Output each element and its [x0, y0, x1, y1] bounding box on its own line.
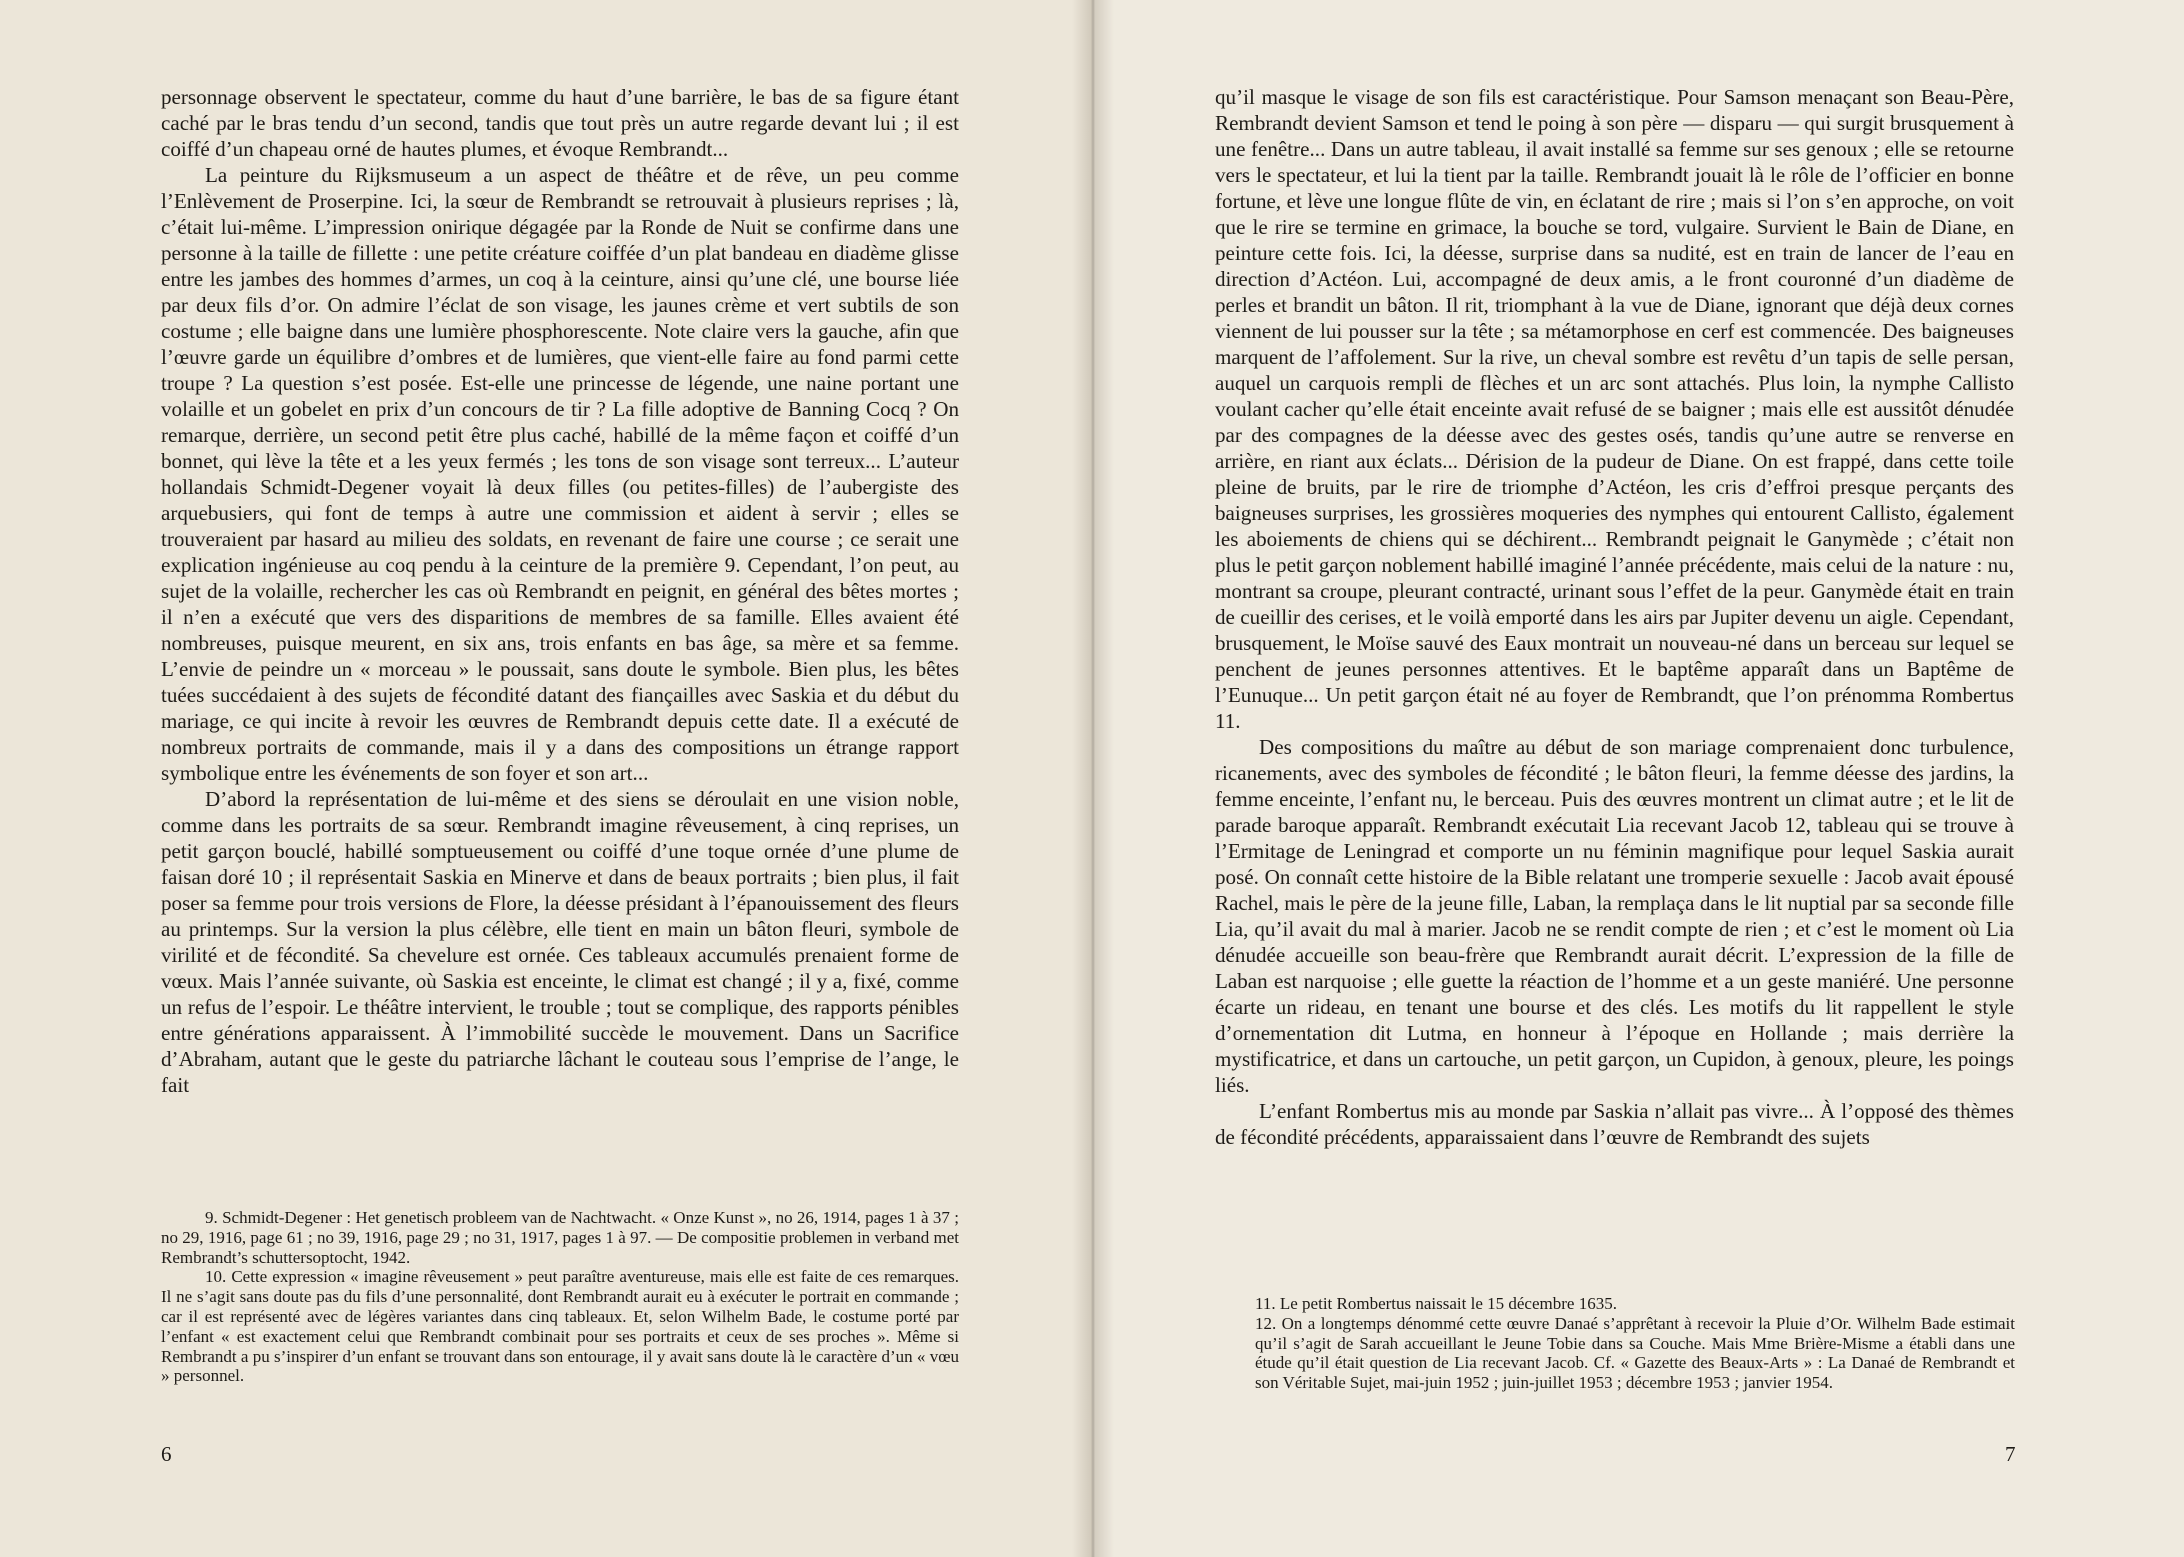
right-paragraph-3: L’enfant Rombertus mis au monde par Saskia n’allait pas vivre... À l’opposé des thèmes de fécondité précédents, apparaissaient dans l’œuvre de Rembrandt des sujets — [1215, 1099, 2014, 1149]
left-paragraph-2: La peinture du Rijksmuseum a un aspect de théâtre et de rêve, un peu comme l’Enlèvement de Proserpine. Ici, la sœur de Rembrandt se retrouvait à plusieurs reprises ; là, c’était lui-même. L’impression onirique dégagée par la Ronde de Nuit se confirme dans une personne à la taille de fillette : une petite créature coiffée d’un plat bandeau en diadème glisse entre les jambes des hommes d’armes, un coq à la ceinture, ainsi qu’une clé, une bourse liée par deux fils d’or. On admire l’éclat de son visage, les jaunes crème et vert subtils de son costume ; elle baigne dans une lumière phosphorescente. Note claire vers la gauche, afin que l’œuvre garde un équilibre d’ombres et de lumières, que vient-elle faire au fond parmi cette troupe ? La question s’est posée. Est-elle une princesse de légende, une naine portant une volaille et un gobelet en prix d’un concours de tir ? La fille adoptive de Banning Cocq ? On remarque, derrière, un second petit être plus caché, habillé de la même façon et coiffé d’un bonnet, qui lève la tête et a les yeux fermés ; les tons de son visage sont terreux... L’auteur hollandais Schmidt-Degener voyait là deux filles (ou petites-filles) de l’aubergiste des arquebusiers, qui font de temps à autre une commission et aident à servir ; elles se trouveraient par hasard au milieu des soldats, en revenant de faire une course ; ce serait une explication ingénieuse au coq pendu à la ceinture de la première 9. Cependant, l’on peut, au sujet de la volaille, rechercher les cas où Rembrandt en peignit, en général des bêtes mortes ; il n’en a exécuté que vers des disparitions de membres de sa famille. Elles avaient été nombreuses, puisque meurent, en six ans, trois enfants en bas âge, sa mère et sa femme. L’envie de peindre un « morceau » le poussait, sans doute le symbole. Bien plus, les bêtes tuées succédaient à des sujets de fécondité datant des fiançailles avec Saskia et du début du mariage, ce qui incite à revoir les œuvres de Rembrandt depuis cette date. Il a exécuté de nombreux portraits de commande, mais il y a dans des compositions un étrange rapport symbolique entre les événements de son foyer et son art... — [161, 163, 959, 785]
left-paragraph-1: personnage observent le spectateur, comme du haut d’une barrière, le bas de sa figure étant caché par le bras tendu d’un second, tandis que tout près un autre regarde devant lui ; il est coiffé d’un chapeau orné de hautes plumes, et évoque Rembrandt... — [161, 85, 959, 161]
footnote-10: 10. Cette expression « imagine rêveusement » peut paraître aventureuse, mais elle est faite de ces remarques. Il ne s’agit sans doute pas du fils d’une personnalité, dont Rembrandt aurait eu à exécuter le portrait en commande ; car il est représenté avec de légères variantes dans cinq tableaux. Et, selon Wilhelm Bade, le costume porté par l’enfant « est exactement celui que Rembrandt combinait pour ses portraits et ceux de ses proches ». Même si Rembrandt a pu s’inspirer d’un enfant se trouvant dans son entourage, il y avait sans doute là le caractère d’un « vœu » personnel. — [161, 1267, 959, 1386]
right-paragraph-1: qu’il masque le visage de son fils est caractéristique. Pour Samson menaçant son Beau-Père, Rembrandt devient Samson et tend le poing à son père — disparu — qui surgit brusquement à une fenêtre... Dans un autre tableau, il avait installé sa femme sur ses genoux ; elle se retourne vers le spectateur, et lui la tient par la taille. Rembrandt jouait là le rôle de l’officier en bonne fortune, et lève une longue flûte de vin, en éclatant de rire ; mais si l’on s’en approche, on voit que le rire se termine en grimace, la bouche se tord, vulgaire. Survient le Bain de Diane, en peinture cette fois. Ici, la déesse, surprise dans sa nudité, est en train de lancer de l’eau en direction d’Actéon. Lui, accompagné de deux amis, a le front couronné d’un diadème de perles et brandit un bâton. Il rit, triomphant à la vue de Diane, ignorant que déjà deux cornes viennent de lui pousser sur la tête ; sa métamorphose en cerf est commencée. Des baigneuses marquent de l’affolement. Sur la rive, un cheval sombre est revêtu d’un tapis de selle persan, auquel un carquois rempli de flèches et un arc sont attachés. Plus loin, la nymphe Callisto voulant cacher qu’elle était enceinte avait refusé de se baigner ; mais elle est aussitôt dénudée par des compagnes de la déesse avec des gestes osés, tandis qu’une autre se renverse en arrière, en riant aux éclats... Dérision de la pudeur de Diane. On est frappé, dans cette toile pleine de bruits, par le rire de triomphe d’Actéon, les cris d’effroi presque perçants des baigneuses surprises, les grossières moqueries des nymphes qui entourent Callisto, également les aboiements de chiens qui se déchirent... Rembrandt peignait le Ganymède ; c’était non plus le petit garçon noblement habillé imaginé l’année précédente, mais celui de la nature : nu, montrant sa croupe, pleurant contracté, urinant sous l’effet de la peur. Ganymède était en train de cueillir des cerises, et le voilà emporté dans les airs par Jupiter devenu un aigle. Cependant, brusquement, le Moïse sauvé des Eaux montrait un nouveau-né dans un berceau sur lequel se penchent de jeunes personnes attentives. Et le baptême apparaît dans un Baptême de l’Eunuque... Un petit garçon était né au foyer de Rembrandt, que l’on prénomma Rombertus 11. — [1215, 85, 2014, 733]
right-footnotes — [1255, 1294, 2015, 1393]
right-body-text — [1215, 84, 2014, 1150]
page-number-left: 6 — [161, 1442, 172, 1466]
footnote-9: 9. Schmidt-Degener : Het genetisch probleem van de Nachtwacht. « Onze Kunst », no 26, 1914, pages 1 à 37 ; no 29, 1916, page 61 ; no 39, 1916, page 29 ; no 31, 1917, pages 1 à 97. — De compositie problemen in verband met Rembrandt’s schuttersoptocht, 1942. — [161, 1208, 959, 1267]
right-paragraph-2: Des compositions du maître au début de son mariage comprenaient donc turbulence, ricanements, avec des symboles de fécondité ; le bâton fleuri, la femme déesse des jardins, la femme enceinte, l’enfant nu, le berceau. Puis des œuvres montrent un climat autre ; et le lit de parade baroque apparaît. Rembrandt exécutait Lia recevant Jacob 12, tableau qui se trouve à l’Ermitage de Leningrad et comporte un nu féminin magnifique pour lequel Saskia aurait posé. On connaît cette histoire de la Bible relatant une tromperie sexuelle : Jacob avait épousé Rachel, mais le père de la jeune fille, Laban, la remplaça dans le lit nuptial par sa seconde fille Lia, qu’il avait du mal à marier. Jacob ne se rendit compte de rien ; et c’est le moment où Lia dénudée accueille son beau-frère que Rembrandt aurait décrit. L’expression de la fille de Laban est narquoise ; elle guette la réaction de l’homme et a un geste maniéré. Une personne écarte un rideau, en tenant une bourse et des clés. Les motifs du lit rappellent le style d’ornementation dit Lutma, en honneur à l’époque en Hollande ; mais derrière la mystificatrice, et dans un cartouche, un petit garçon, un Cupidon, à genoux, pleure, les poings liés. — [1215, 735, 2014, 1097]
left-footnotes — [161, 1208, 959, 1386]
page-number-right: 7 — [2005, 1442, 2016, 1466]
left-paragraph-3: D’abord la représentation de lui-même et des siens se déroulait en une vision noble, comme dans les portraits de sa sœur. Rembrandt imagine rêveusement, à cinq reprises, un petit garçon bouclé, habillé somptueusement ou coiffé d’une toque ornée d’une plume de faisan doré 10 ; il représentait Saskia en Minerve et dans de beaux portraits ; bien plus, il fait poser sa femme pour trois versions de Flore, la déesse présidant à l’épanouissement des fleurs au printemps. Sur la version la plus célèbre, elle tient en main un bâton fleuri, symbole de virilité et de fécondité. Sa chevelure est ornée. Ces tableaux accumulés prenaient forme de vœux. Mais l’année suivante, où Saskia est enceinte, le climat est changé ; il y a, fixé, comme un refus de l’espoir. Le théâtre intervient, le trouble ; tout se complique, des rapports pénibles entre générations apparaissent. À l’immobilité succède le mouvement. Dans un Sacrifice d’Abraham, autant que le geste du patriarche lâchant le couteau sous l’emprise de l’ange, le fait — [161, 787, 959, 1097]
book-gutter — [1072, 0, 1114, 1557]
left-body-text — [161, 84, 959, 1098]
footnote-11: 11. Le petit Rombertus naissait le 15 décembre 1635. — [1255, 1294, 1617, 1313]
right-page — [1092, 0, 2184, 1557]
footnote-12: 12. On a longtemps dénommé cette œuvre Danaé s’apprêtant à recevoir la Pluie d’Or. Wilhelm Bade estimait qu’il s’agit de Sarah accueillant le Jeune Tobie dans sa Couche. Mais Mme Brière-Misme a établi dans une étude qu’il était question de Lia recevant Jacob. Cf. « Gazette des Beaux-Arts » : La Danaé de Rembrandt et son Véritable Sujet, mai-juin 1952 ; juin-juillet 1953 ; décembre 1953 ; janvier 1954. — [1255, 1313, 2015, 1393]
